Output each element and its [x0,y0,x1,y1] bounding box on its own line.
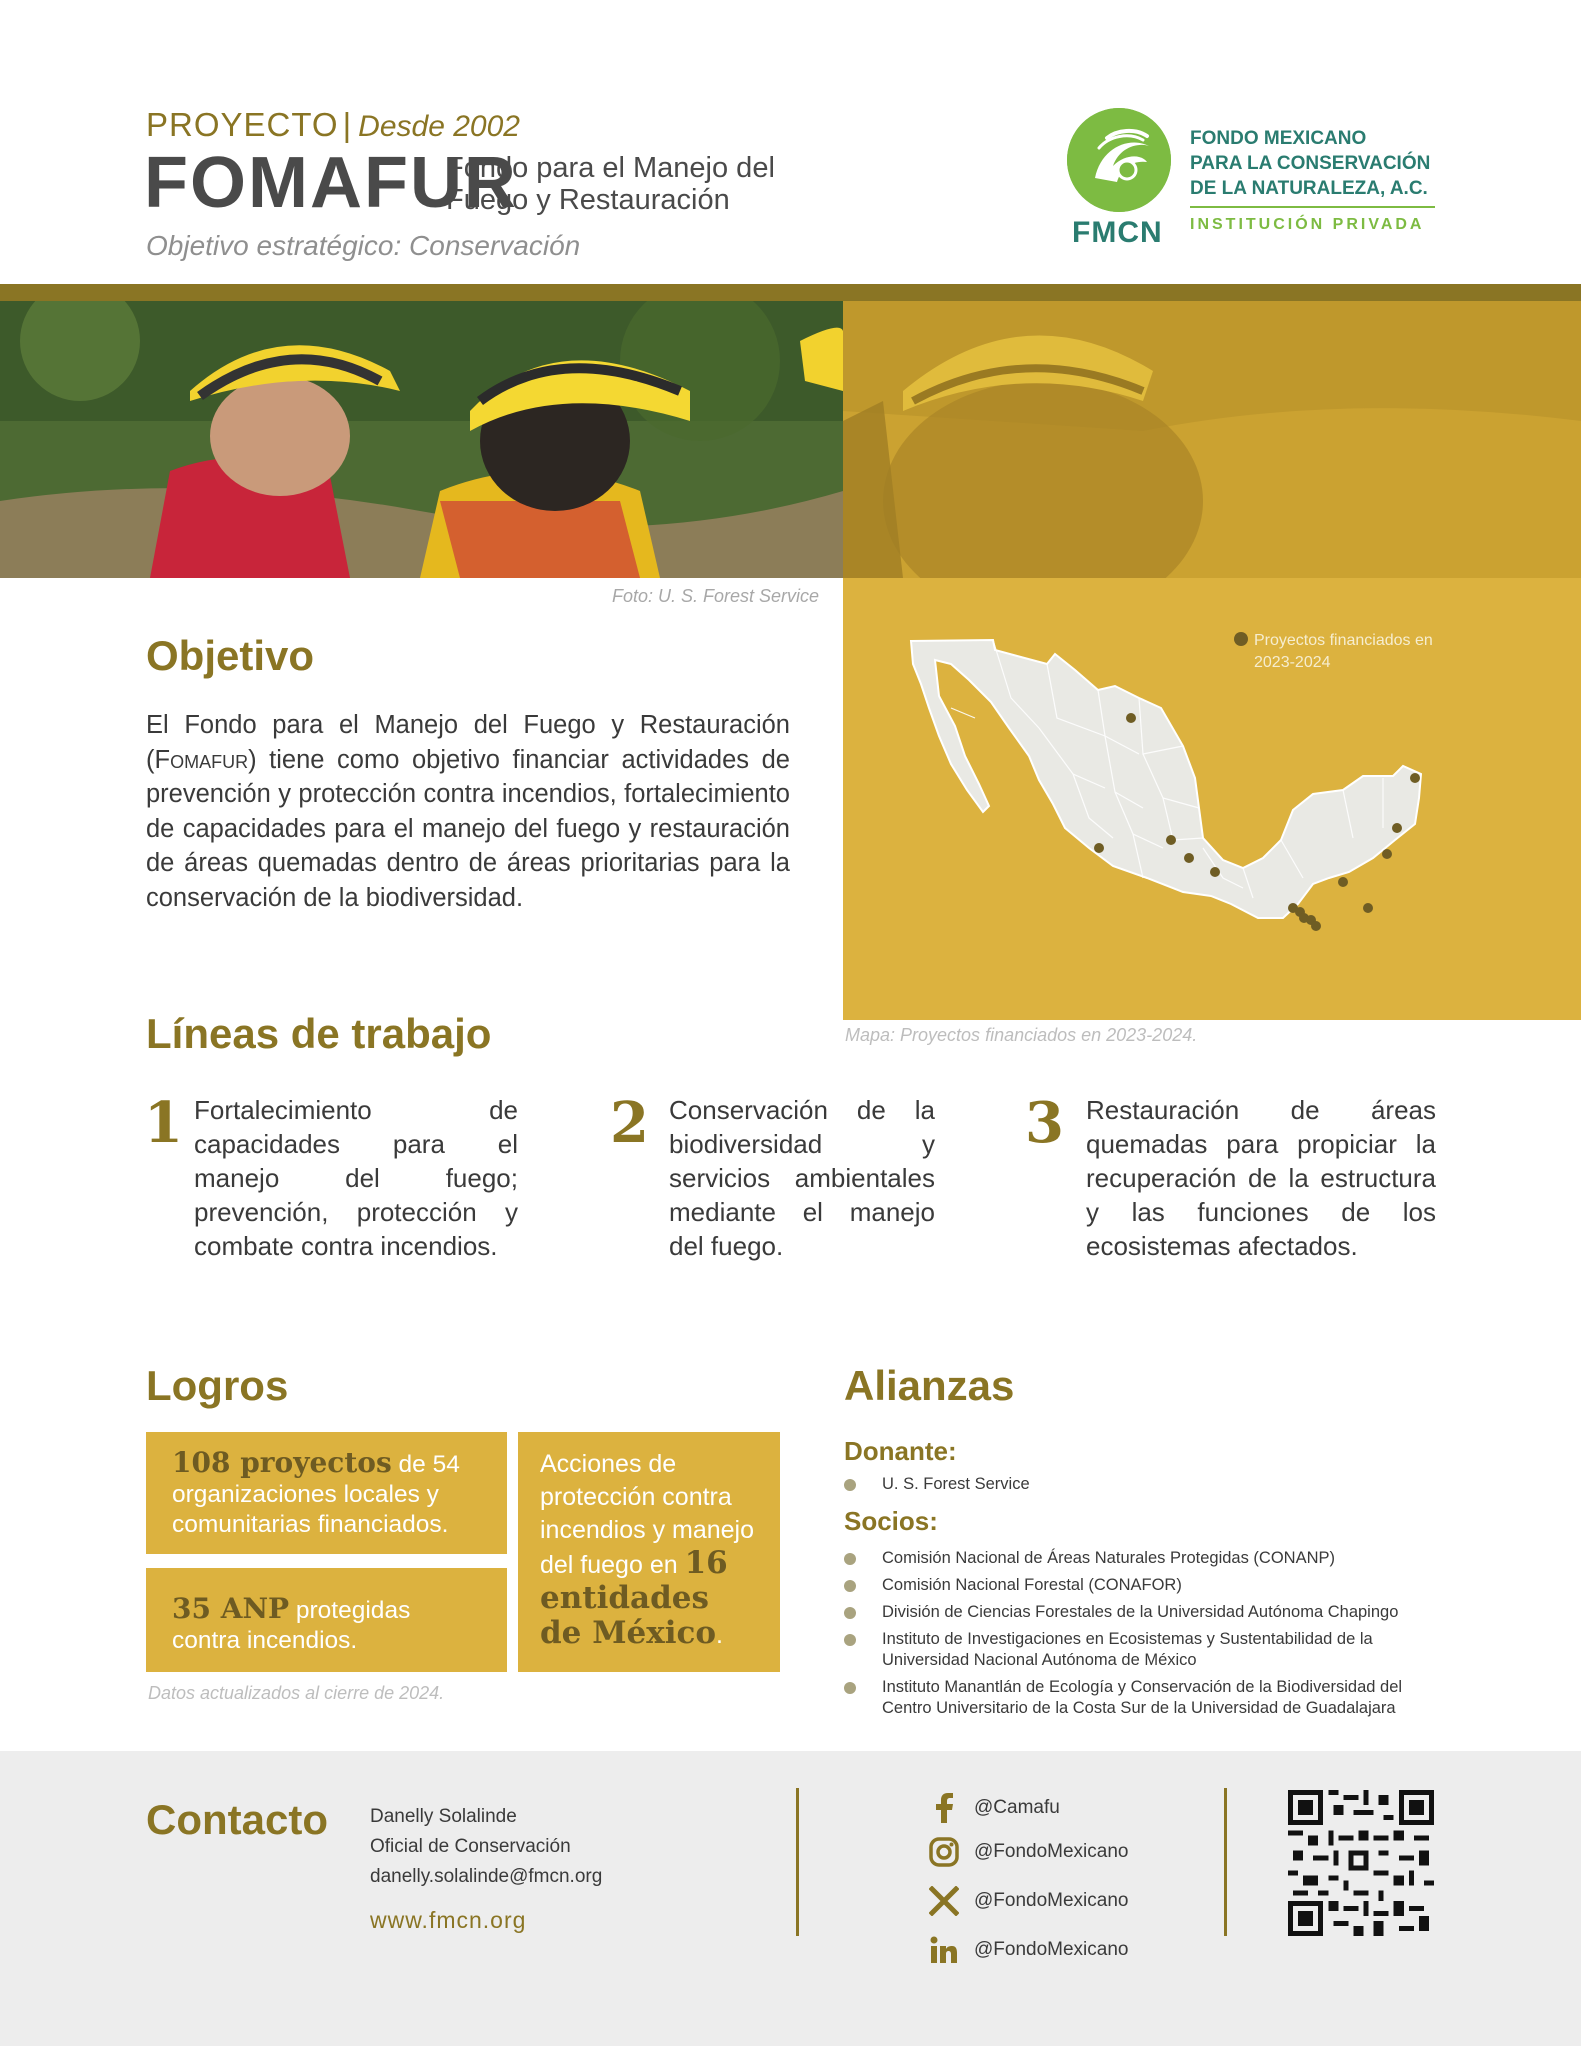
work-line-text: Restauración de áreas quemadas para propiciar la recuperación de la estructura y las funciones de los ecosistemas afectados. [1086,1095,1436,1261]
x-link[interactable] [928,1885,1128,1917]
instagram-handle: @FondoMexicano [974,1841,1129,1862]
facebook-handle: @Camafu [974,1797,1060,1818]
project-title: FOMAFUR [144,143,518,223]
achievement-text: de 54 organizaciones locales y comunitarias financiados. [172,1451,460,1538]
section-title-lineas: Líneas de trabajo [146,1010,492,1057]
project-subtitle: Fondo para el Manejo del Fuego y Restauración [446,152,775,216]
mexico-outline [911,640,1421,918]
section-title-logros: Logros [146,1362,289,1409]
achievement-card [146,1432,507,1554]
achievement-card [518,1432,780,1672]
list-item: Instituto Manantlán de Ecología y Conservación de la Biodiversidad del Centro Universitario de la Costa Sur de la Universidad de Guadalajara [844,1677,1444,1719]
x-icon [928,1885,960,1917]
map-legend [1234,630,1434,674]
x-handle: @FondoMexicano [974,1890,1129,1911]
work-line-text: Fortalecimiento de capacidades para el manejo del fuego; prevención, protección y combate contra incendios. [194,1095,518,1261]
project-kicker [146,106,520,144]
donor-list [844,1474,1444,1501]
logo-acronym: FMCN [1072,216,1163,249]
firefighter-duotone-photo [843,301,1581,578]
facebook-icon [928,1792,960,1824]
partners-list [844,1548,1444,1725]
logo-name-line: FONDO MEXICANO [1190,128,1367,149]
legend-label: Proyectos financiados en 2023-2024 [1254,632,1433,671]
logo-name-line: PARA LA CONSERVACIÓN [1190,153,1431,174]
linkedin-icon [928,1934,960,1966]
website-link[interactable]: www.fmcn.org [370,1907,527,1933]
objective-paragraph [146,708,790,915]
firefighters-photo [0,301,843,578]
donor-title: Donante: [844,1436,957,1466]
achievement-highlight: 108 proyectos [172,1446,392,1479]
contact-email[interactable]: danelly.solalinde@fmcn.org [370,1866,603,1887]
achievement-highlight: 16 entidades de México [540,1545,728,1651]
logo-tagline: INSTITUCIÓN PRIVADA [1190,216,1425,233]
achievement-highlight: 35 ANP [172,1592,290,1625]
line-number: 1 [144,1090,183,1156]
objective-acronym: Fomafur [154,745,249,774]
objective-text: El Fondo para el Manejo del Fuego y Restauración ( [146,711,790,774]
work-line-text: Conservación de la biodiversidad y servicios ambientales mediante el manejo del fuego. [669,1095,935,1261]
logo-name [1190,126,1430,201]
contact-role: Oficial de Conservación [370,1836,571,1857]
section-title-contacto: Contacto [146,1796,328,1843]
achievement-card [146,1568,507,1672]
linkedin-handle: @FondoMexicano [974,1939,1129,1960]
list-item: U. S. Forest Service [844,1474,1444,1495]
photo-credit: Foto: U. S. Forest Service [612,586,820,606]
objective-text: ) tiene como objetivo financiar actividades de prevención y protección contra incendios, fortalecimiento de capacidades para el manejo del fuego y restauración de áreas quemadas dentro de áreas prioritarias para la conservación de la biodiversidad. [146,745,790,912]
mexico-map [843,578,1581,1020]
legend-dot-icon [1234,632,1248,646]
facebook-link[interactable] [928,1792,1060,1824]
linkedin-link[interactable] [928,1934,1128,1966]
map-caption: Mapa: Proyectos financiados en 2023-2024. [845,1025,1198,1045]
achievement-text: protegidas contra incendios. [172,1597,411,1654]
logo-divider [1190,206,1435,208]
footer-divider [796,1788,799,1936]
list-item: Comisión Nacional de Áreas Naturales Protegidas (CONANP) [844,1548,1444,1569]
since-year: Desde 2002 [358,110,520,143]
qr-code-icon[interactable] [1288,1790,1434,1936]
contact-name: Danelly Solalinde [370,1806,517,1827]
instagram-link[interactable] [928,1836,1128,1868]
data-note: Datos actualizados al cierre de 2024. [148,1683,445,1703]
line-number: 3 [1025,1090,1064,1156]
fmcn-logo-icon [1067,108,1171,212]
footer-divider [1224,1788,1227,1936]
achievement-text: . [716,1621,723,1649]
kicker-label: PROYECTO [146,106,339,143]
list-item: Comisión Nacional Forestal (CONAFOR) [844,1575,1444,1596]
partners-title: Socios: [844,1506,938,1536]
instagram-icon [928,1836,960,1868]
kicker-separator: | [342,106,353,143]
line-number: 2 [610,1090,649,1156]
contact-info [370,1802,602,1892]
achievement-text: Acciones de protección contra incendios y manejo del fuego en [540,1450,755,1579]
list-item: Instituto de Investigaciones en Ecosistemas y Sustentabilidad de la Universidad Nacional Autónoma de México [844,1629,1444,1671]
strategic-objective: Objetivo estratégico: Conservación [146,230,581,261]
logo-name-line: DE LA NATURALEZA, A.C. [1190,178,1428,199]
banner-top-bar [0,284,1581,301]
section-title-alianzas: Alianzas [844,1362,1015,1409]
list-item: División de Ciencias Forestales de la Universidad Autónoma Chapingo [844,1602,1444,1623]
section-title-objetivo: Objetivo [146,632,315,679]
